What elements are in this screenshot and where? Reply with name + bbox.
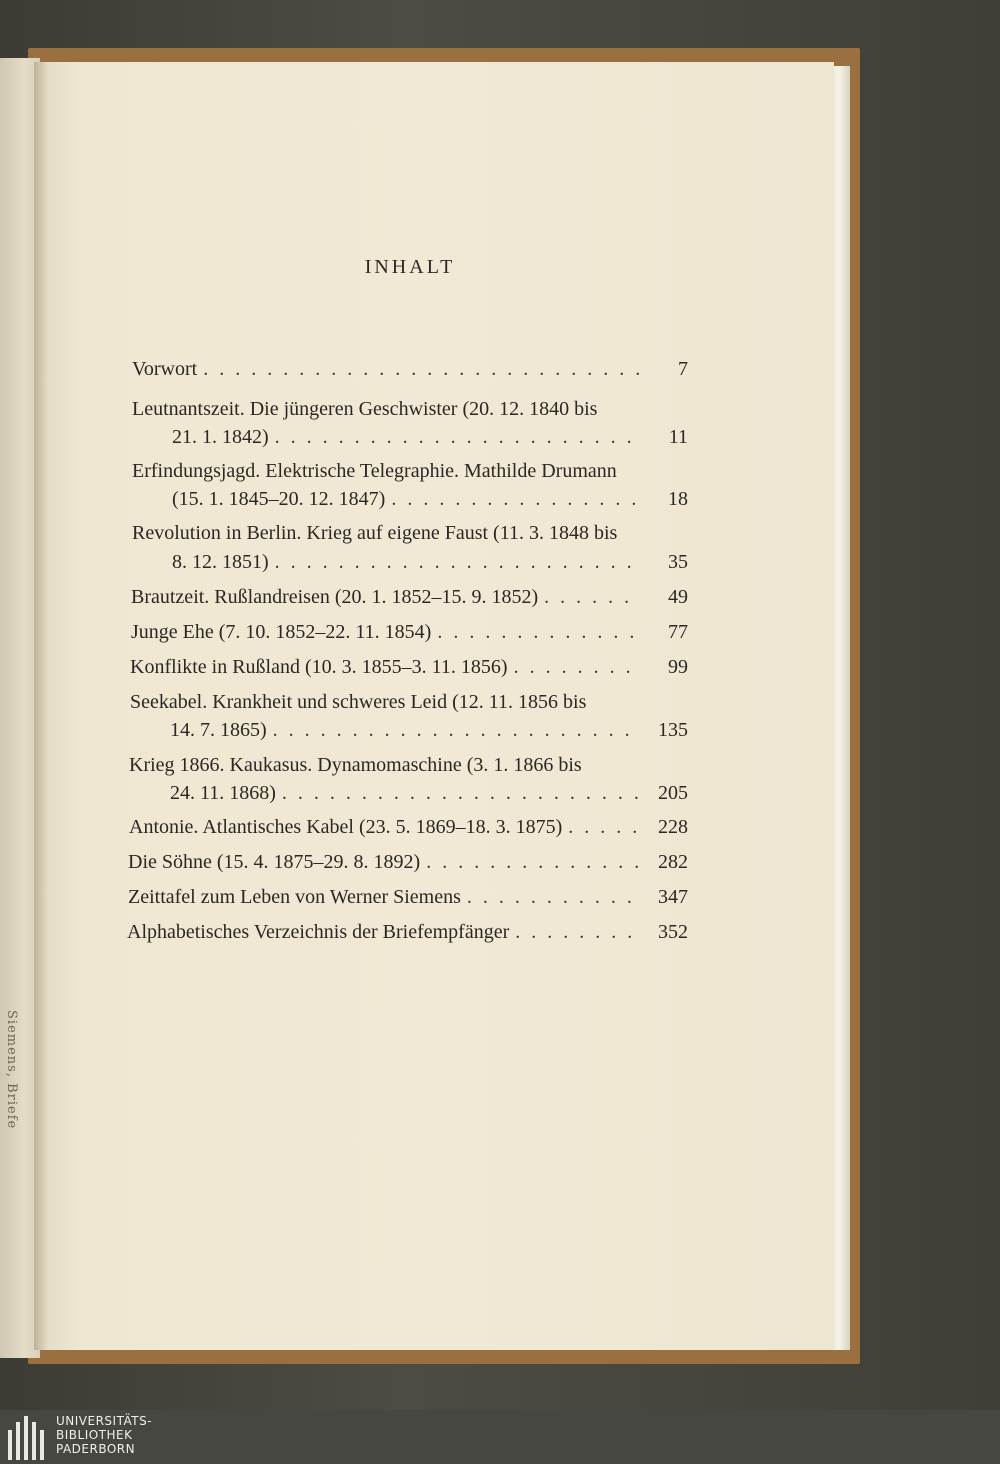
- toc-entry-first-line: [130, 689, 638, 715]
- toc-page-number: 49: [668, 586, 688, 608]
- library-name-line: BIBLIOTHEK: [56, 1428, 133, 1442]
- toc-entry-first-line: [132, 520, 638, 546]
- toc-page-number: 282: [658, 851, 688, 873]
- toc-entry-title: Krieg 1866. Kaukasus. Dynamomaschine (3. 1. 1866 bis: [129, 754, 582, 776]
- dot-leader: [276, 780, 640, 806]
- toc-entry: [131, 584, 688, 610]
- dot-leader: [508, 654, 640, 680]
- toc-page-number: 99: [668, 656, 688, 678]
- toc-entry-continuation: 8. 12. 1851): [172, 551, 269, 573]
- toc-entry-continuation: 21. 1. 1842): [172, 426, 269, 448]
- toc-entry: [170, 780, 688, 806]
- toc-page-number: 7: [678, 358, 688, 380]
- toc-entry-continuation: 14. 7. 1865): [170, 719, 267, 741]
- toc-entry: [170, 717, 688, 743]
- library-logo-icon: [8, 1416, 48, 1460]
- dot-leader: [197, 356, 640, 382]
- toc-entry-title: Die Söhne (15. 4. 1875–29. 8. 1892): [128, 851, 421, 873]
- toc-page-number: 35: [668, 551, 688, 573]
- toc-entry: [128, 884, 688, 910]
- toc-entry-title: Leutnantszeit. Die jüngeren Geschwister (20. 12. 1840 bis: [132, 398, 598, 420]
- toc-entry: [172, 486, 688, 512]
- dot-leader: [538, 584, 640, 610]
- toc-entry: [172, 549, 688, 575]
- toc-entry: [128, 849, 688, 875]
- dot-leader: [269, 549, 640, 575]
- toc-entry: [127, 919, 688, 945]
- toc-entry-title: Revolution in Berlin. Krieg auf eigene Faust (11. 3. 1848 bis: [132, 522, 618, 544]
- toc-entry-title: Konflikte in Rußland (10. 3. 1855–3. 11. 1856): [130, 656, 508, 678]
- toc-page-number: 18: [668, 488, 688, 510]
- toc-entry-title: Junge Ehe (7. 10. 1852–22. 11. 1854): [131, 621, 432, 643]
- page-title: INHALT: [364, 256, 456, 278]
- toc-page-number: 11: [668, 426, 688, 448]
- toc-page-number: 347: [658, 886, 688, 908]
- library-name-line: UNIVERSITÄTS-: [56, 1414, 153, 1428]
- dot-leader: [461, 884, 640, 910]
- toc-entry: [132, 356, 688, 382]
- toc-entry-title: Vorwort: [132, 358, 198, 380]
- toc-page-number: 228: [658, 816, 688, 838]
- dot-leader: [509, 919, 640, 945]
- toc-entry-title: Brautzeit. Rußlandreisen (20. 1. 1852–15. 9. 1852): [131, 586, 539, 608]
- library-name: [56, 1414, 152, 1456]
- toc-entry: [130, 654, 688, 680]
- dot-leader: [267, 717, 640, 743]
- toc-entry-title: Erfindungsjagd. Elektrische Telegraphie. Mathilde Drumann: [132, 460, 617, 482]
- toc-entry-continuation: 24. 11. 1868): [170, 782, 276, 804]
- dot-leader: [562, 814, 640, 840]
- toc-entry-title: Antonie. Atlantisches Kabel (23. 5. 1869–18. 3. 1875): [129, 816, 563, 838]
- toc-entry-title: Alphabetisches Verzeichnis der Briefempfänger: [127, 921, 510, 943]
- toc-entry-title: Zeittafel zum Leben von Werner Siemens: [128, 886, 461, 908]
- toc-page-number: 352: [658, 921, 688, 943]
- toc-entry: [131, 619, 688, 645]
- toc-entry-first-line: [132, 396, 638, 422]
- toc-entry: [172, 424, 688, 450]
- library-name-line: PADERBORN: [56, 1442, 136, 1456]
- dot-leader: [269, 424, 640, 450]
- dot-leader: [385, 486, 640, 512]
- toc-entry: [129, 814, 688, 840]
- toc-entry-first-line: [129, 752, 637, 778]
- dot-leader: [431, 619, 640, 645]
- toc-page-number: 205: [658, 782, 688, 804]
- toc-entry-first-line: [132, 458, 642, 484]
- dot-leader: [420, 849, 640, 875]
- toc-entry-continuation: (15. 1. 1845–20. 12. 1847): [172, 488, 386, 510]
- toc-entry-title: Seekabel. Krankheit und schweres Leid (12. 11. 1856 bis: [130, 691, 587, 713]
- spine-text: Siemens, Briefe: [4, 1010, 19, 1130]
- toc-page-number: 77: [668, 621, 688, 643]
- toc-page-number: 135: [658, 719, 688, 741]
